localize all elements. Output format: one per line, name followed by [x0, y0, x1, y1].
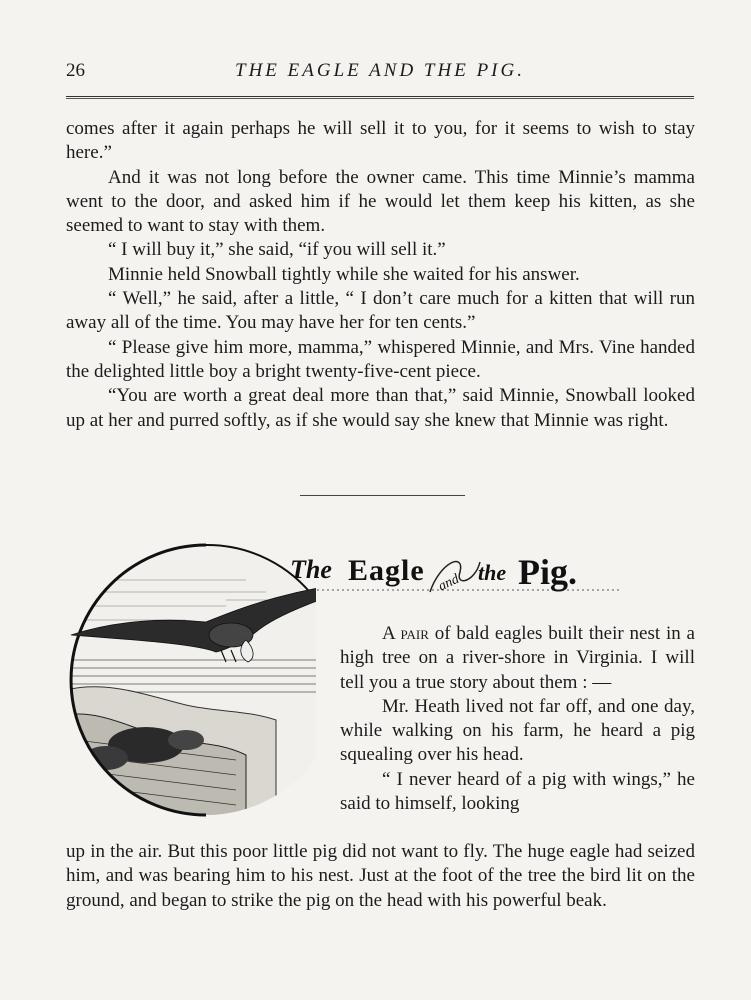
title-word: Pig.	[518, 552, 577, 592]
title-word: the	[478, 560, 507, 585]
paragraph: “ I will buy it,” she said, “if you will sell it.”	[108, 239, 446, 261]
opening-text: of bald eagles built their nest in a high tree on a river-shore in Virginia. I will tell you a true story about them : —	[340, 623, 695, 693]
story-opening	[340, 622, 695, 816]
paragraph: “ Please give him more, mamma,” whispered Minnie, and Mrs. Vine handed the delighted little boy a bright twenty-five-cent piece.	[66, 336, 695, 382]
opening-paragraph	[340, 622, 695, 695]
story-title	[290, 542, 620, 598]
running-head	[66, 60, 694, 86]
paragraph: up in the air. But this poor little pig did not want to fly. The huge eagle had seized him, and was bearing him to his nest. Just at the foot of the tree the bird lit on the ground, and began to strike the pig on the head with his powerful beak.	[66, 841, 695, 911]
paragraph: “ I never heard of a pig with wings,” he said to himself, looking	[340, 768, 695, 815]
page-number: 26	[66, 60, 85, 81]
paragraph: comes after it again perhaps he will sell it to you, for it seems to wish to stay here.”	[66, 118, 695, 164]
title-word: and	[436, 571, 462, 595]
section-divider	[300, 495, 465, 496]
paragraph: Minnie held Snowball tightly while she waited for his answer.	[108, 263, 580, 285]
paragraph: “You are worth a great deal more than that,” said Minnie, Snowball looked up at her and purred softly, as if she would say she knew that Minnie was right.	[66, 385, 695, 431]
paragraph: “ Well,” he said, after a little, “ I don’t care much for a kitten that will run away all of the time. You may have her for ten cents.”	[66, 288, 695, 334]
running-title: THE EAGLE AND THE PIG.	[235, 60, 525, 81]
header-rule	[66, 96, 694, 99]
eagle-illustration	[66, 540, 316, 825]
paragraph: Mr. Heath lived not far off, and one day, while walking on his farm, he heard a pig squealing over his head.	[340, 695, 695, 766]
title-word: The	[290, 555, 332, 584]
story-continuation	[66, 840, 695, 913]
title-word: Eagle	[348, 554, 425, 587]
opening-smallcaps: A pair	[382, 623, 429, 644]
paragraph: And it was not long before the owner came. This time Minnie’s mamma went to the door, and asked him if he would let them keep his kitten, as she seemed to want to stay with them.	[66, 166, 695, 237]
story-ending	[66, 117, 695, 433]
